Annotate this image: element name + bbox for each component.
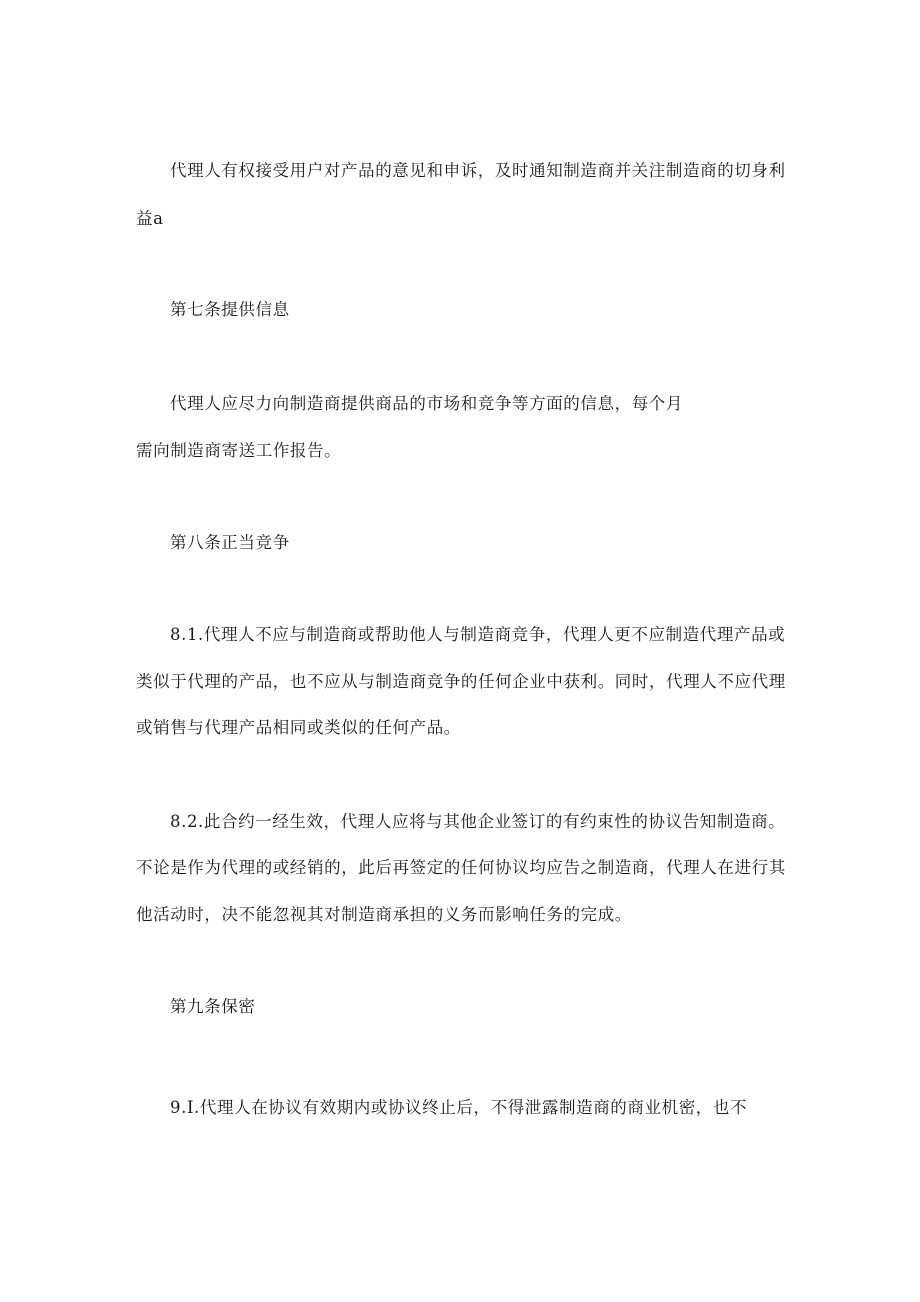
heading-article-9: 第九条保密: [170, 997, 256, 1016]
paragraph-8-2-line-2: 不论是作为代理的或经销的，此后再签定的任何协议均应告之制造商，代理人在进行其: [136, 858, 786, 877]
paragraph-info-line-1: 代理人应尽力向制造商提供商品的市场和竞争等方面的信息，每个月: [170, 394, 683, 413]
heading-article-8: 第八条正当竞争: [170, 533, 290, 552]
paragraph-rights-line-2: 益a: [136, 209, 164, 228]
paragraph-8-1-line-1: 8.1.代理人不应与制造商或帮助他人与制造商竞争，代理人更不应制造代理产品或: [170, 625, 786, 644]
paragraph-info-line-2: 需向制造商寄送工作报告。: [136, 441, 342, 460]
paragraph-8-2-line-3: 他活动时，决不能忽视其对制造商承担的义务而影响任务的完成。: [136, 905, 632, 924]
paragraph-9-1-line-1: 9.I.代理人在协议有效期内或协议终止后，不得泄露制造商的商业机密，也不: [170, 1098, 748, 1117]
paragraph-8-1-line-2: 类似于代理的产品，也不应从与制造商竞争的任何企业中获利。同时，代理人不应代理: [136, 672, 786, 691]
heading-article-7: 第七条提供信息: [170, 300, 290, 319]
paragraph-rights-line-1: 代理人有权接受用户对产品的意见和申诉，及时通知制造商并关注制造商的切身利: [170, 161, 786, 180]
paragraph-8-1-line-3: 或销售与代理产品相同或类似的任何产品。: [136, 718, 461, 737]
paragraph-8-2-line-1: 8.2.此合约一经生效，代理人应将与其他企业签订的有约束性的协议告知制造商。: [170, 812, 786, 831]
